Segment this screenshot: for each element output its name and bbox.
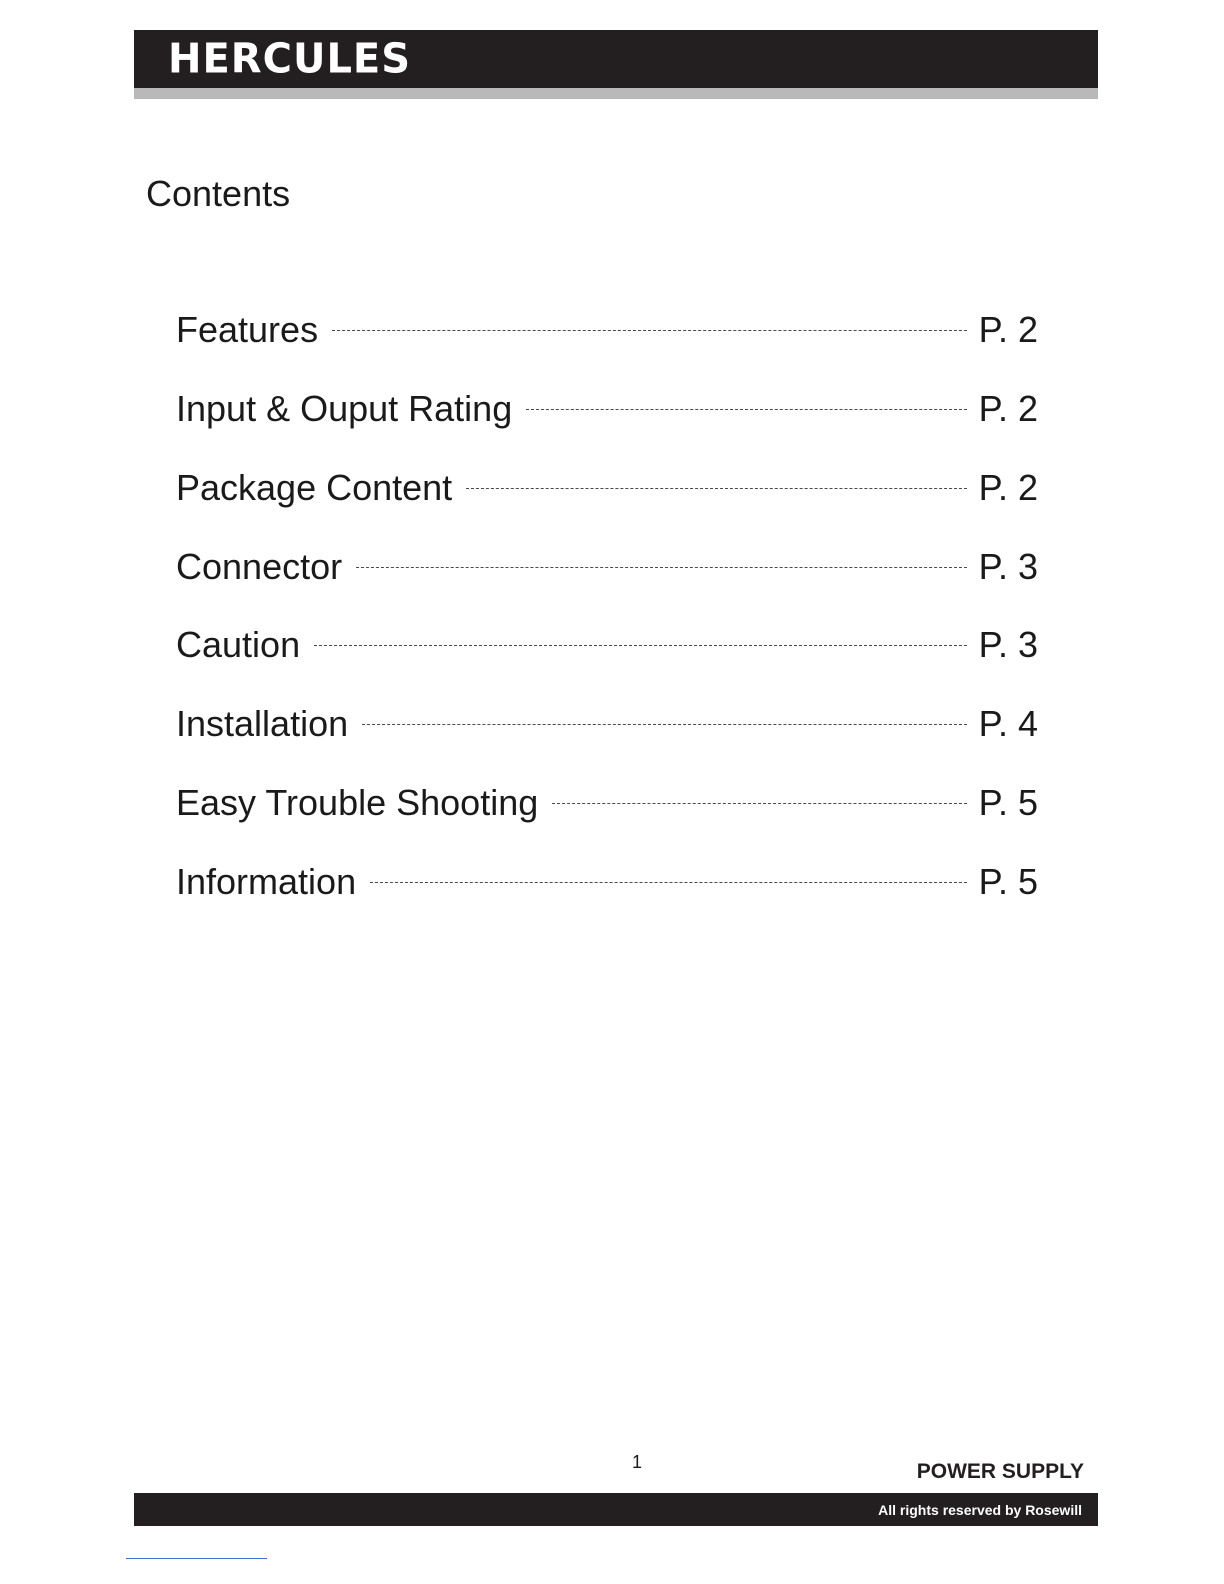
copyright-notice: All rights reserved by Rosewill (878, 1502, 1082, 1518)
toc-leader (314, 645, 967, 646)
page-title: Contents (146, 173, 291, 214)
toc-leader (356, 567, 966, 568)
toc-label: Easy Trouble Shooting (176, 782, 539, 824)
toc-label: Features (176, 308, 319, 350)
toc-leader (526, 409, 966, 410)
product-name: POWER SUPPLY (916, 1460, 1084, 1483)
toc-label: Input & Ouput Rating (176, 387, 513, 429)
toc-page: P. 5 (978, 782, 1038, 824)
toc-page: P. 3 (978, 624, 1038, 666)
toc-entry-installation (176, 672, 1038, 751)
toc-entry-features (176, 278, 1038, 357)
toc-entry-trouble-shooting (176, 751, 1038, 830)
brand-logo: HERCULES (168, 35, 412, 83)
link-underline (126, 1558, 267, 1559)
toc-entry-connector (176, 515, 1038, 594)
toc-leader (466, 488, 966, 489)
table-of-contents (176, 278, 1038, 909)
toc-entry-rating (176, 357, 1038, 436)
header-underline (134, 88, 1098, 99)
toc-page: P. 5 (978, 861, 1038, 903)
toc-page: P. 2 (978, 387, 1038, 429)
toc-label: Information (176, 861, 357, 903)
toc-entry-caution (176, 594, 1038, 673)
toc-page: P. 4 (978, 703, 1038, 745)
toc-page: P. 2 (978, 308, 1038, 350)
toc-leader (362, 724, 966, 725)
toc-entry-package-content (176, 436, 1038, 515)
toc-page: P. 3 (978, 545, 1038, 587)
toc-label: Installation (176, 703, 349, 745)
toc-label: Caution (176, 624, 301, 666)
toc-page: P. 2 (978, 466, 1038, 508)
toc-leader (332, 330, 967, 331)
toc-entry-information (176, 830, 1038, 909)
toc-leader (552, 803, 966, 804)
toc-leader (370, 882, 967, 883)
toc-label: Package Content (176, 466, 453, 508)
page-number: 1 (632, 1452, 643, 1472)
toc-label: Connector (176, 545, 343, 587)
footer-bar (134, 1493, 1098, 1526)
